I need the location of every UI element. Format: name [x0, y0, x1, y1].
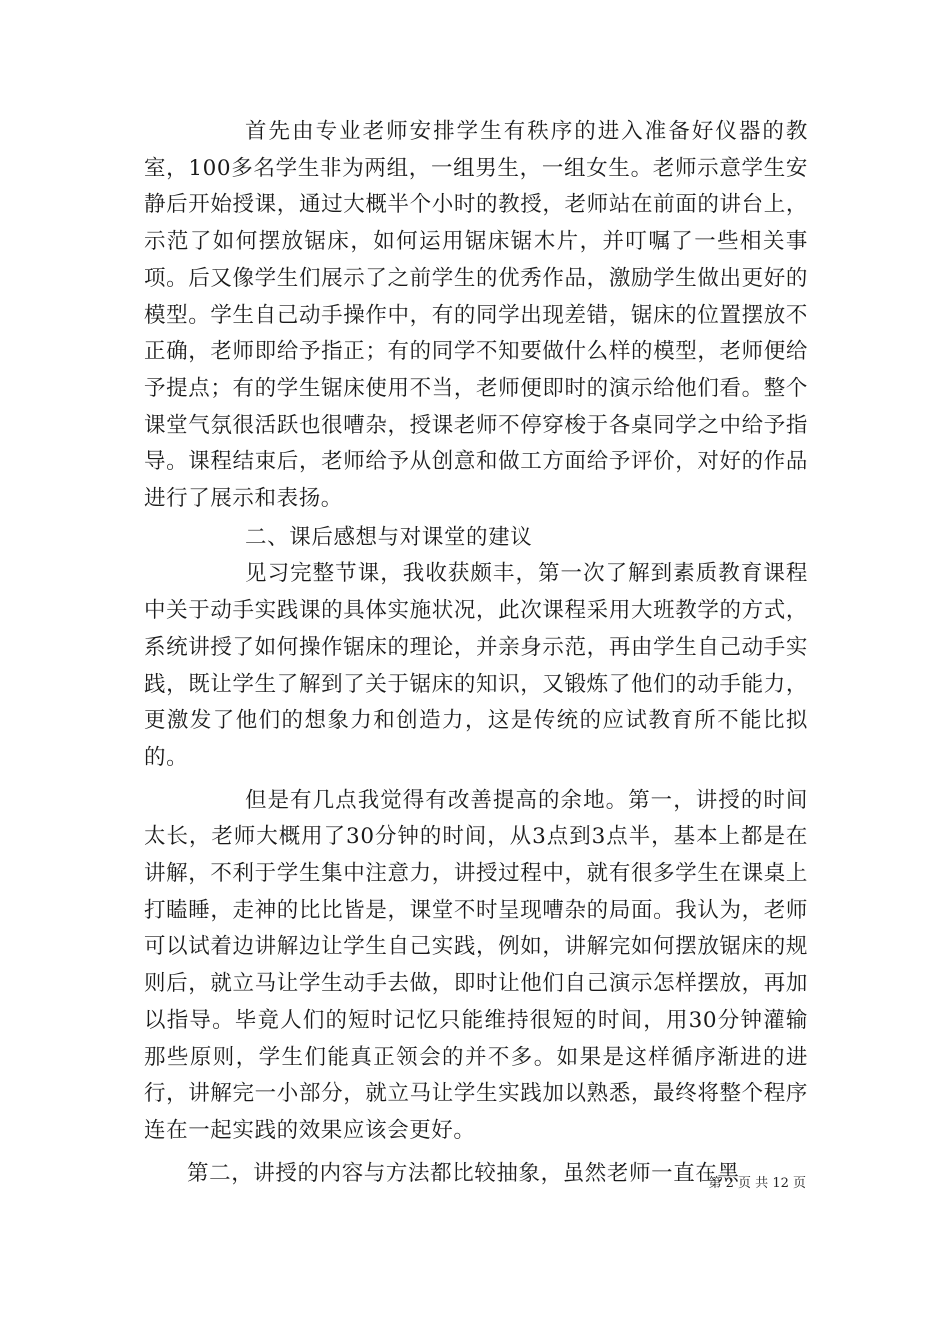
- paragraph-improvement-first: 但是有几点我觉得有改善提高的余地。第一，讲授的时间太长，老师大概用了30分钟的时间，从3点到3点半，基本上都是在讲解，不利于学生集中注意力，讲授过程中，就有很多学生在课桌上打瞌睡，走神的比比皆是，课堂不时呈现嘈杂的局面。我认为，老师可以试着边讲解边让学生自己实践，例如，讲解完如何摆放锯床的规则后，就立马让学生动手去做，即时让他们自己演示怎样摆放，再加以指导。毕竟人们的短时记忆只能维持很短的时间，用30分钟灌输那些原则，学生们能真正领会的并不多。如果是这样循序渐进的进行，讲解完一小部分，就立马让学生实践加以熟悉，最终将整个程序连在一起实践的效果应该会更好。: [144, 787, 808, 1143]
- document-body: [144, 114, 808, 1192]
- paragraph-improvement-second: 第二，讲授的内容与方法都比较抽象，虽然老师一直在黑: [187, 1160, 740, 1186]
- page-number-footer: 第 2 页 共 12 页: [708, 1176, 806, 1191]
- paragraph-reflection: 见习完整节课，我收获颇丰，第一次了解到素质教育课程中关于动手实践课的具体实施状况，此次课程采用大班教学的方式，系统讲授了如何操作锯床的理论，并亲身示范，再由学生自己动手实践，既让学生了解到了关于锯床的知识，又锻炼了他们的动手能力，更激发了他们的想象力和创造力，这是传统的应试教育所不能比拟的。: [144, 561, 808, 770]
- section-heading-reflections: 二、课后感想与对课堂的建议: [245, 524, 533, 550]
- paragraph-class-process: 首先由专业老师安排学生有秩序的进入准备好仪器的教室，100多名学生非为两组，一组男生，一组女生。老师示意学生安静后开始授课，通过大概半个小时的教授，老师站在前面的讲台上，示范了如何摆放锯床，如何运用锯床锯木片，并叮嘱了一些相关事项。后又像学生们展示了之前学生的优秀作品，激励学生做出更好的模型。学生自己动手操作中，有的同学出现差错，锯床的位置摆放不正确，老师即给予指正；有的同学不知要做什么样的模型，老师便给予提点；有的学生锯床使用不当，老师便即时的演示给他们看。整个课堂气氛很活跃也很嘈杂，授课老师不停穿梭于各桌同学之中给予指导。课程结束后，老师给予从创意和做工方面给予评价，对好的作品进行了展示和表扬。: [144, 119, 808, 512]
